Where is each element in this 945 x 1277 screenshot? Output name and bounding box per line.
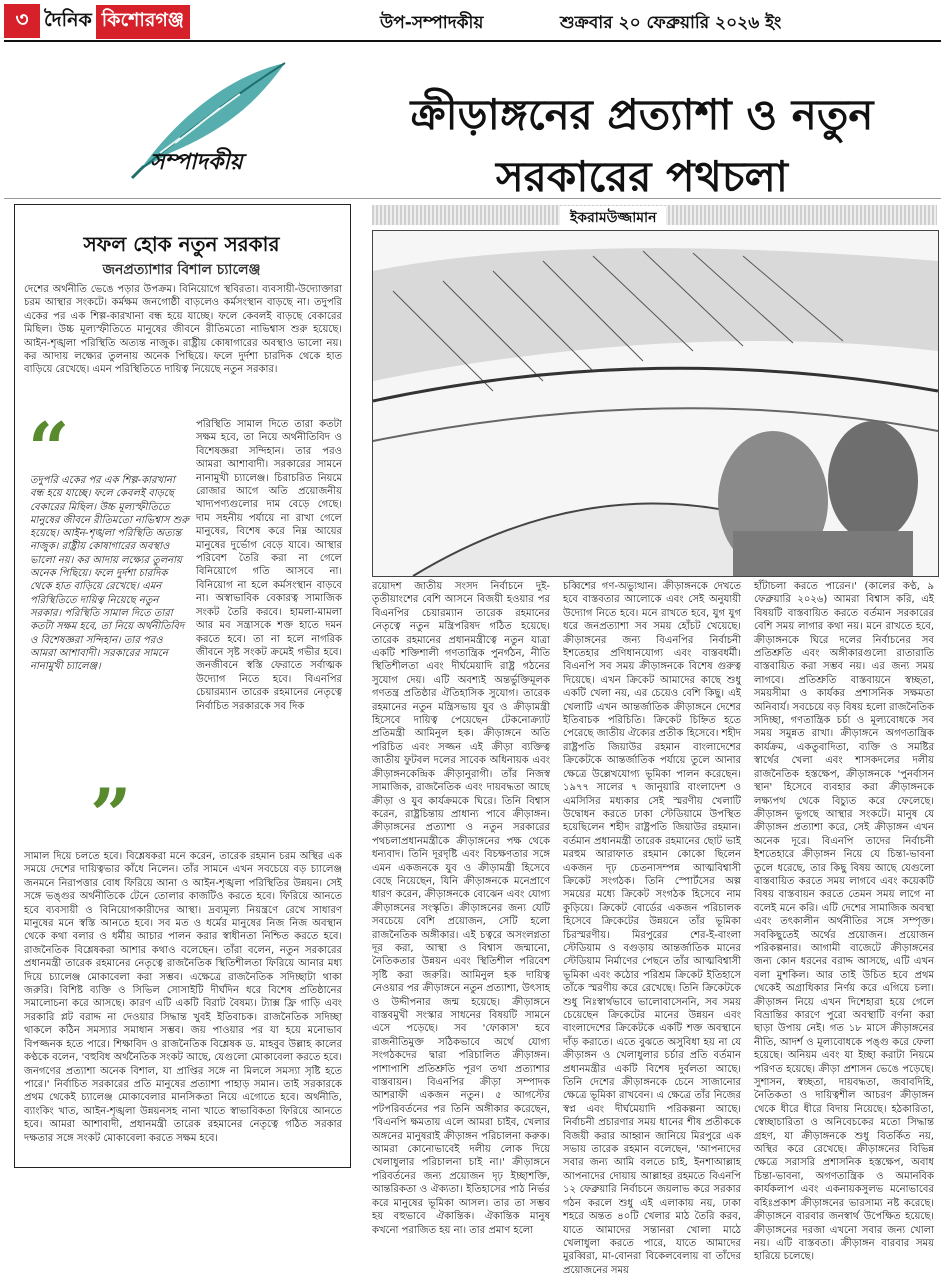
pull-quote: তদুপরি একের পর এক শিল্প-কারখানা বন্ধ হয়ে যাচ্ছে। ফলে কেবলই বাড়ছে বেকারের মিছিল। উচ্চ মূল্যস্ফীতিতে মানুষের জীবনে রীতিমতো নাভিশ্বাস শুরু হয়েছে। আইন-শৃঙ্খলা পরিস্থিতি অত্যন্ত নাজুক। রাষ্ট্রীয় কোষাগারের অবস্থাও ভালো নয়। কর আদায় লক্ষ্যের তুলনায় অনেক পিছিয়ে। ফলে দুর্দশা চারদিক থেকে হাত বাড়িয়ে রেখেছে। এমন পরিস্থিতিতে দায়িত্ব নিয়েছে নতুন সরকার। পরিস্থিতি সামাল দিতে তারা কতটা সক্ষম হবে, তা নিয়ে অর্থনীতিবিদ ও বিশেষজ্ঞরা সন্দিহান। তার পরও আমরা আশাবাদী। সরকারের সামনে নানামুখী চ্যালেঞ্জ। [30, 475, 189, 673]
editorial-label: সম্পাদকীয় [150, 149, 243, 175]
sidebar-subtitle: জনপ্রত্যাশার বিশাল চ্যালেঞ্জ [102, 262, 261, 278]
sidebar-paragraph-3: সামাল দিয়ে চলতে হবে। বিশ্লেষকরা মনে করেন, তারেক রহমান চরম অস্থির এক সময়ে দেশের দায়িত্বভার কাঁধে নিলেন। তাঁর সামনে এখন সবচেয়ে বড় চ্যালেঞ্জ জনমনে নিরাপত্তার বোধ ফিরিয়ে আনা ও আইন-শৃঙ্খলা পরিস্থিতির উন্নয়ন। সেই সঙ্গে ভঙ্গুর অর্থনীতিকে টেনে তোলার কাজটিও করতে হবে। ফিরিয়ে আনতে হবে ব্যবসায়ী ও বিনিয়োগকারীদের আস্থা। দ্রব্যমূল্য নিয়ন্ত্রণে রেখে সাধারণ মানুষের মনে স্বস্তি আনতে হবে। সব মত ও ধর্মের মানুষের নিজ নিজ অবস্থান থেকে কথা বলার ও ধর্মীয় আচার পালন করার স্বাধীনতা নিশ্চিত করতে হবে। রাজনৈতিক বিশ্লেষকরা আশার কথাও বলেছেন। তাঁরা বলেন, নতুন সরকারের প্রধানমন্ত্রী তারেক রহমানের নেতৃত্বে রাজনৈতিক স্থিতিশীলতা ফিরিয়ে আনার মধ্য দিয়ে চ্যালেঞ্জ মোকাবেলা করা সম্ভব। এক্ষেত্রে রাজনৈতিক সদিচ্ছাটা থাকা জরুরি। বিশিষ্ট ব্যক্তি ও সিভিল সোসাইটি দীর্ঘদিন ধরে বিশেষ প্রতিষ্ঠানের সমালোচনা করে আসছে। কারণ এটি একটি বিরাট বৈষম্য। ট্যাক্স ফ্রি গাড়ি এবং সরকারি প্লট বরাদ্দ না দেওয়ার সিদ্ধান্ত খুবই ইতিবাচক। রাজনৈতিক সদিচ্ছা থাকলে কঠিন সমস্যার সমাধান সম্ভব। জয় পাওয়ার পর যা হয়ে মনোভাব বিপজ্জনক হতে পারে। শিক্ষাবিদ ও রাজনৈতিক বিশ্লেষক ড. মাহবুব উল্লাহ কালের কণ্ঠকে বলেন, 'বহুবিধ অর্থনৈতিক সংকট আছে, যেগুলো মোকাবেলা করতে হবে। জনগণের প্রত্যাশা অনেক বিশাল, যা প্রাপ্তির সঙ্গে না মিললে সমস্যা সৃষ্টি হতে পারে।' নির্বাচিত সরকারের প্রতি মানুষের প্রত্যাশা পাহাড় সমান। তাই সরকারকে প্রথম থেকেই চ্যালেঞ্জ মোকাবেলার মানসিকতা নিয়ে এগোতে হবে। অর্থনীতি, ব্যাংকিং খাত, আইন-শৃঙ্খলা উন্নয়নসহ নানা খাতে স্বাভাবিকতা ফিরিয়ে আনতে হবে। আমরা আশাবাদী, প্রধানমন্ত্রী তারেক রহমানের নেতৃত্বে গঠিত সরকার দক্ষতার সঙ্গে সংকট মোকাবেলা করতে সক্ষম হবে। [24, 851, 342, 1144]
article-headline: ক্রীড়াঙ্গনের প্রত্যাশা ও নতুন সরকারের পথচলা [410, 90, 874, 201]
open-quote-icon: “ [28, 406, 70, 491]
byline-author: ইকরামউজ্জামান [560, 206, 666, 230]
masthead-part1: দৈনিক [44, 9, 92, 31]
article-column-2: চব্বিশের গণ-অভ্যুত্থান। ক্রীড়াঙ্গনকে দেখতে হবে বাস্তবতার আলোকে এবং সেই অনুযায়ী উদ্যোগ নিতে হবে। মনে রাখতে হবে, যুগ যুগ ধরে জনপ্রত্যাশা সব সময় হোঁচট খেয়েছে। ক্রীড়াঙ্গনের জন্য বিএনপির নির্বাচনী ইশতেহার প্রণিধানযোগ্য এবং বাস্তবধর্মী। বিএনপি সব সময় ক্রীড়াঙ্গনকে বিশেষ গুরুত্ব দিয়েছে। এখন ক্রিকেট আমাদের কাছে শুধু একটি খেলা নয়, এর চেয়েও বেশি কিছু। এই খেলাটি এখন আন্তর্জাতিক ক্রীড়াঙ্গনে দেশের ইতিবাচক পরিচিতি। ক্রিকেট চিহ্নিত হতে পেরেছে জাতীয় ঐক্যের প্রতীক হিসেবে। শহীদ রাষ্ট্রপতি জিয়াউর রহমান বাংলাদেশের ক্রিকেটকে আন্তর্জাতিক পর্যায়ে তুলে আনার ক্ষেত্রে উল্লেখযোগ্য ভূমিকা পালন করেছেন। ১৯৭৭ সালের ৭ জানুয়ারি বাংলাদেশ ও এমসিসির মধ্যকার সেই স্মরণীয় খেলাটি উদ্বোধন করতে ঢাকা স্টেডিয়ামে উপস্থিত হয়েছিলেন শহীদ রাষ্ট্রপতি জিয়াউর রহমান। বর্তমান প্রধানমন্ত্রী তারেক রহমানের ছোট ভাই মরহুম আরাফাত রহমান কোকো ছিলেন একজন দৃঢ় চেতনাসম্পন্ন আত্মবিশ্বাসী ক্রিকেট সংগঠক। তিনি স্পোর্টসের অল্প সময়ের মধ্যে ক্রিকেট সংগঠক হিসেবে নাম কুড়িয়ে। ক্রিকেট বোর্ডের একজন পরিচালক হিসেবে ক্রিকেটের উন্নয়নে তাঁর ভূমিকা চিরস্মরণীয়। মিরপুরের শের-ই-বাংলা স্টেডিয়াম ও বগুড়ায় আন্তর্জাতিক মানের স্টেডিয়াম নির্মাণের পেছনে তাঁর আত্মবিশ্বাসী ভূমিকা এবং কঠোর পরিশ্রম ক্রিকেট ইতিহাসে তাঁকে স্মরণীয় করে রেখেছে। তিনি ক্রিকেটকে শুধু নিঃস্বার্থভাবে ভালোবাসেননি, সব সময় চেয়েছেন ক্রিকেটের মানের উন্নয়ন এবং বাংলাদেশের ক্রিকেটকে একটি শক্ত অবস্থানে দাঁড় করাতে। এতে বুঝতে অসুবিধা হয় না যে ক্রীড়াঙ্গন ও খেলাধুলার চর্চার প্রতি বর্তমান প্রধানমন্ত্রীর একটি বিশেষ দুর্বলতা আছে। তিনি দেশের ক্রীড়াঙ্গনকে চেনে সাজানোর ক্ষেত্রে ভূমিকা রাখবেন। এ ক্ষেত্রে তাঁর নিজের স্বপ্ন এবং দীর্ঘমেয়াদি পরিকল্পনা আছে। নির্বাচনী প্রচারণার সময় ধানের শীষ প্রতীককে বিজয়ী করার আহ্বান জানিয়ে মিরপুরে এক সভায় তারেক রহমান বলেছেন, 'আপনাদের সবার জন্য আমি বলতে চাই, ইনশাআল্লাহ আপনাদের দোয়ায় আল্লাহর রহমতে বিএনপি ১২ ফেব্রুয়ারি নির্বাচনে জয়লাভ করে সরকার গঠন করলে শুধু এই এলাকায় নয়, ঢাকা শহরে অন্তত ৪০টি খেলার মাঠ তৈরি করব, যাতে আমাদের সন্তানরা খোলা মাঠে খেলাধুলা করতে পারে, যাতে আমাদের মুরব্বিরা, মা-বোনরা বিকেলবেলায় বা তাঁদের প্রয়োজনের সময় [563, 581, 741, 1276]
stadium-sketch-image [372, 230, 939, 577]
section-label: উপ-সম্পাদকীয় [380, 13, 484, 33]
page-number: ৩ [4, 4, 40, 38]
article-column-1: রয়োদশ জাতীয় সংসদ নির্বাচনে দুই-তৃতীয়াংশের বেশি আসনে বিজয়ী হওয়ার পর বিএনপির চেয়ারম্যান তারেক রহমানের নেতৃত্বে নতুন মন্ত্রিপরিষদ গঠিত হয়েছে। তারেক রহমানের প্রধানমন্ত্রীত্বে নতুন যাত্রা একটি শক্তিশালী গণতান্ত্রিক পুনর্গঠন, নীতি স্থিতিশীলতা এবং দীর্ঘমেয়াদি রাষ্ট্র গঠনের সুযোগ দেয়। এটি অবশ্যই অন্তর্ভুক্তিমূলক গণতন্ত্র প্রতিষ্ঠার ঐতিহাসিক সুযোগ। তারেক রহমানের নতুন মন্ত্রিসভায় যুব ও ক্রীড়ামন্ত্রী হিসেবে দায়িত্ব পেয়েছেন টেকনোক্র্যাট প্রতিমন্ত্রী আমিনুল হক। ক্রীড়াঙ্গনে অতি পরিচিত এবং সজ্জন এই ক্রীড়া ব্যক্তিত্ব জাতীয় ফুটবল দলের সাবেক অধিনায়ক এবং ক্রীড়াঙ্গনকেন্দ্রিক ক্রীড়ানুরাগী। তাঁর নিজস্ব সামাজিক, রাজনৈতিক এবং দায়বদ্ধতা আছে ক্রীড়া ও যুব কার্যক্রমকে ঘিরে। তিনি বিশ্বাস করেন, রাষ্ট্রচিন্তায় প্রাধান্য পাবে ক্রীড়াঙ্গন। ক্রীড়াঙ্গনের প্রত্যাশা ও নতুন সরকারের পথচলাপ্রধানমন্ত্রীকে ক্রীড়াঙ্গনের পক্ষ থেকে ধন্যবাদ। তিনি দূরদৃষ্টি এবং বিচক্ষণতার সঙ্গে এমন একজনকে যুব ও ক্রীড়ামন্ত্রী হিসেবে বেছে নিয়েছেন, যিনি ক্রীড়াঙ্গনকে মনেপ্রাণে ধারণ করেন, ক্রীড়াঙ্গনকে বোঝেন এবং যোগ্য ক্রীড়াঙ্গনের সংস্কৃতি। ক্রীড়াঙ্গনের জন্য যেটি সবচেয়ে বেশি প্রয়োজন, সেটি হলো রাজনৈতিক অঙ্গীকার। এই চত্বরে অসংলগ্নতা দূর করা, আস্থা ও বিশ্বাস জন্মানো, নৈতিকতার উন্নয়ন এবং স্থিতিশীল পরিবেশ সৃষ্টি করা জরুরি। আমিনুল হক দায়িত্ব নেওয়ার পর ক্রীড়াঙ্গনে নতুন প্রত্যাশা, উৎসাহ ও উদ্দীপনার জন্ম হয়েছে। ক্রীড়াঙ্গনে বাস্তবমুখী সংস্কার সাধনের বিষয়টি সামনে এসে পড়েছে। সব 'ফোকাস' হবে রাজনীতিমুক্ত সঠিকভাবে অর্থে যোগ্য সংগঠকদের দ্বারা পরিচালিত ক্রীড়াঙ্গন। পাশাপাশি প্রতিশ্রুতি পূরণ তথা প্রত্যাশার বাস্তবায়ন। বিএনপির ক্রীড়া সম্পাদক আশরাফী একজন নতুন। ৫ আগস্টের পটপরিবর্তনের পর তিনি অঙ্গীকার করেছেন, 'বিএনপি ক্ষমতায় এলে আমরা চাইব, খেলার অঙ্গনের মানুষরাই ক্রীড়াঙ্গন পরিচালনা করুক। আমরা কোনোভাবেই দলীয় লোক দিয়ে খেলাধুলার পরিচালনা চাই না।' ক্রীড়াঙ্গনে পরিবর্তনের জন্য প্রয়োজন দৃঢ় ইচ্ছাশক্তি, আন্তরিকতা ও ঐক্যতা। ইতিহাসের পাঠ নির্ভর করে মানুষের ভূমিকা আসল। তার তা সম্ভব হয় বহুভাবে ঐকান্তিক। ঐকান্তিক মানুষ কখনো পরাজিত হয় না। তার প্রমাণ হলো [372, 581, 550, 1236]
sidebar-title: সফল হোক নতুন সরকার [83, 232, 280, 256]
header-rule [4, 40, 941, 42]
masthead-part2: কিশোরগঞ্জ [96, 5, 190, 39]
sidebar-paragraph-1: দেশের অর্থনীতি ভেঙে পড়ার উপক্রম। বিনিয়োগে স্থবিরতা। ব্যবসায়ী-উদ্যোক্তারা চরম আস্থার সংকটে। কর্মক্ষম জনগোষ্ঠী বাড়লেও কর্মসংস্থান বাড়ছে না। তদুপরি একের পর এক শিল্প-কারখানা বন্ধ হয়ে যাচ্ছে। ফলে কেবলই বাড়ছে বেকারের মিছিল। উচ্চ মূল্যস্ফীতিতে মানুষের জীবনে রীতিমতো নাভিশ্বাস শুরু হয়েছে। আইন-শৃঙ্খলা পরিস্থিতি অত্যন্ত নাজুক। রাষ্ট্রীয় কোষাগারের অবস্থাও ভালো নয়। কর আদায় লক্ষ্যের তুলনায় অনেক পিছিয়ে। ফলে দুর্দশা চারদিক থেকে হাত বাড়িয়ে রেখেছে। এমন পরিস্থিতিতে দায়িত্ব নিয়েছে নতুন সরকার। [24, 284, 342, 376]
masthead-logo [44, 6, 190, 38]
close-quote-icon: ” [90, 772, 132, 857]
issue-date: শুক্রবার ২০ ফেব্রুয়ারি ২০২৬ ইং [560, 13, 782, 33]
sidebar-paragraph-2: পরিস্থিতি সামাল দিতে তারা কতটা সক্ষম হবে, তা নিয়ে অর্থনীতিবিদ ও বিশেষজ্ঞরা সন্দিহান। তার পরও আমরা আশাবাদী। সরকারের সামনে নানামুখী চ্যালেঞ্জ। চিরাচরিত নিয়মে রোজার আগে অতি প্রয়োজনীয় খাদ্যপণ্যগুলোর দাম বেড়ে গেছে। দাম সহনীয় পর্যায়ে না রাখা গেলে মানুষের, বিশেষ করে নিম্ন আয়ের মানুষের দুর্ভোগ বেড়ে যাবে। আস্থার পরিবেশ তৈরি করা না গেলে বিনিয়োগে গতি আসবে না। বিনিয়োগ না হলে কর্মসংস্থান বাড়বে না। অস্বাভাবিক বেকারত্ব সামাজিক সংকট তৈরি করবে। হামলা-মামলা আর মব সন্ত্রাসকে শক্ত হাতে দমন করতে হবে। তা না হলে নাগরিক জীবনে সৃষ্ট সংকট ক্রমেই গভীর হবে। জনজীবনে স্বস্তি ফেরাতে সর্বাত্মক উদ্যোগ নিতে হবে। বিএনপির চেয়ারম্যান তারেক রহমানের নেতৃত্বে নির্বাচিত সরকারকে সব দিক [196, 419, 342, 712]
article-column-3: হাঁটাচলা করতে পারেন।' (কালের কণ্ঠ, ৯ ফেব্রুয়ারি ২০২৬) আমরা বিশ্বাস করি, এই বিষয়টি বাস্তবায়িত করতে বর্তমান সরকারের বেশি সময় লাগার কথা নয়। মনে রাখতে হবে, ক্রীড়াঙ্গনকে ঘিরে দলের নির্বাচনের সব প্রতিশ্রুতি এবং অঙ্গীকারগুলো রাতারাতি বাস্তবায়িত করা সম্ভব নয়। এর জন্য সময় লাগবে। প্রতিশ্রুতি বাস্তবায়নে স্বচ্ছতা, সময়সীমা ও কার্যকর প্রশাসনিক সক্ষমতা অনিবার্য। সবচেয়ে বড় বিষয় হলো রাজনৈতিক সদিচ্ছা, গণতান্ত্রিক চর্চা ও মূল্যবোধকে সব সময় সমুন্নত রাখা। ক্রীড়াঙ্গনে অগণতান্ত্রিক কার্যক্রম, একতুবাদিতা, ব্যক্তি ও সমষ্টির স্বার্থের খেলা এবং শাসকদলের দলীয় রাজনৈতিক হস্তক্ষেপ, ক্রীড়াঙ্গনকে 'পুনর্বাসন স্থান' হিসেবে ব্যবহার করা ক্রীড়াঙ্গনকে লক্ষ্যপথ থেকে বিচ্যুত করে ফেলেছে। ক্রীড়াঙ্গন ভুগছে আস্থার সংকটে। মানুষ যে ক্রীড়াঙ্গন প্রত্যাশা করে, সেই ক্রীড়াঙ্গন এখন অনেক দূরে। বিএনপি তাদের নির্বাচনী ইশতেহারে ক্রীড়াঙ্গন নিয়ে যে চিন্তা-ভাবনা তুলে ধরেছে, তার কিছু বিষয় আছে যেগুলো বাস্তবায়িত করতে সময় লাগবে এবং কয়েকটি বিষয় বাস্তবায়ন করতে তেমন সময় লাগে না বলেই মনে করি। এটি দেশের সামাজিক অবস্থা এবং তৎকালীন অর্থনীতির সঙ্গে সম্পৃক্ত। সবকিছুতেই অর্থের প্রয়োজন। প্রয়োজন পরিকল্পনার। আগামী বাজেটে ক্রীড়াঙ্গনের জন্য কোন ধরনের বরাদ্দ আসছে, এটি এখন বলা মুশকিল। আর তাই উচিত হবে প্রথম থেকেই অগ্রাধিকার নির্ণয় করে এগিয়ে চলা। ক্রীড়াঙ্গন নিয়ে এখন দিশেহারা হয়ে গেলে বিভ্রান্তির কারণে পুরো অবস্থাটি বর্ণনা করা ছাড়া উপায় নেই। গত ১৮ মাসে ক্রীড়াঙ্গনের নীতি, আদর্শ ও মূল্যবোধকে পঙ্গু করে ফেলা হয়েছে। অনিয়ম এবং যা ইচ্ছা করাটা নিয়মে পরিণত হয়েছে। ক্রীড়া প্রশাসন ভেঙে পড়েছে। সুশাসন, স্বচ্ছতা, দায়বদ্ধতা, জবাবদিহি, নৈতিকতা ও দায়িত্বশীল আচরণ ক্রীড়াঙ্গন থেকে ধীরে ধীরে বিদায় নিয়েছে। হঠকারিতা, স্বেচ্ছাচারিতা ও অনিবেচকের মতো সিদ্ধান্ত গ্রহণ, যা ক্রীড়াঙ্গনকে শুধু বিতর্কিত নয়, অস্থির করে রেখেছে। ক্রীড়াঙ্গনের বিভিন্ন ক্ষেত্রে সরাসরি প্রশাসনিক হস্তক্ষেপ, অবাধ চিন্তা-ভাবনা, অগণতান্ত্রিক ও অমানবিক কার্যকলাপ এবং একনায়কসুলভ মনোভাবের বহিঃপ্রকাশ ক্রীড়াঙ্গনের ভারসাম্য নষ্ট করেছে। ক্রীড়াঙ্গনে বারবার জনস্বার্থ উপেক্ষিত হয়েছে। ক্রীড়াঙ্গনের দরজা এখনো সবার জন্য খোলা নয়। এটি বাস্তবতা। ক্রীড়াঙ্গন বারবার সময় হারিয়ে চলেছে। [754, 581, 934, 1263]
